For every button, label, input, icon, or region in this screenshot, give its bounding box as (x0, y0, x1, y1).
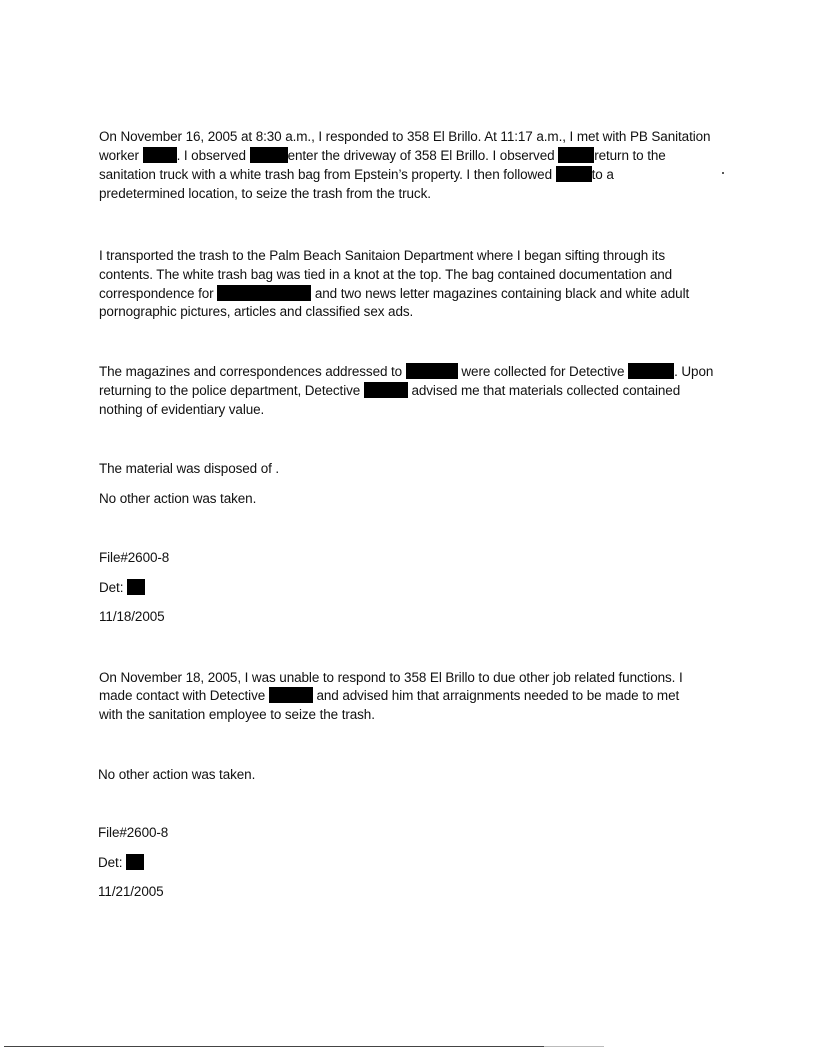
text: The magazines and correspondences addressed to (99, 364, 403, 379)
text: Det: (98, 855, 123, 870)
entry1-para2-line4 (99, 303, 413, 321)
entry2-para1-line1 (99, 669, 683, 687)
entry2-detective (98, 854, 144, 872)
entry1-para1-line4 (99, 185, 431, 203)
text: Det: (99, 580, 124, 595)
text: worker (99, 148, 139, 163)
text: returning to the police department, Detective (99, 383, 361, 398)
stray-mark (722, 172, 724, 174)
redaction-box (127, 579, 145, 595)
text: . Upon (674, 364, 714, 379)
entry1-para1-line2 (99, 147, 666, 165)
text: . I observed (176, 148, 246, 163)
text: I transported the trash to the Palm Beach Sanitaion Department where I began sifting through its (99, 248, 665, 263)
redaction-box (628, 363, 674, 379)
entry2-date (98, 883, 164, 901)
redaction-box (269, 687, 313, 703)
text: File#2600-8 (98, 825, 169, 840)
entry1-para3-line1 (99, 363, 713, 381)
entry1-date (99, 608, 165, 626)
entry1-para1-line1 (99, 128, 710, 146)
text: advised me that materials collected contained (411, 383, 681, 398)
redaction-box (556, 166, 592, 182)
entry1-para3-line2 (99, 382, 680, 400)
entry1-no-action (99, 490, 256, 508)
text: and advised him that arraignments needed to be made to met (316, 688, 680, 703)
entry2-no-action (98, 766, 255, 784)
text: The material was disposed of . (99, 461, 280, 476)
entry1-disposed (99, 460, 279, 478)
text: contents. The white trash bag was tied in a knot at the top. The bag contained documentation and (99, 267, 673, 282)
redaction-box (364, 382, 408, 398)
entry1-detective (99, 579, 145, 597)
text: return to the (594, 148, 666, 163)
redaction-box (143, 147, 177, 163)
text: nothing of evidentiary value. (99, 402, 265, 417)
text: with the sanitation employee to seize the trash. (99, 707, 375, 722)
redaction-box (406, 363, 458, 379)
entry2-file-number (98, 824, 168, 842)
entry1-para2-line1 (99, 247, 665, 265)
text: 11/21/2005 (98, 884, 164, 899)
text: On November 18, 2005, I was unable to respond to 358 El Brillo to due other job related functions. I (99, 670, 683, 685)
redaction-box (217, 285, 311, 301)
text: sanitation truck with a white trash bag from Epstein’s property. I then followed (99, 167, 552, 182)
text: 11/18/2005 (99, 609, 165, 624)
text: No other action was taken. (98, 767, 256, 782)
text: correspondence for (99, 286, 214, 301)
entry1-para3-line3 (99, 401, 264, 419)
bottom-rule (4, 1046, 544, 1047)
text: made contact with Detective (99, 688, 266, 703)
text: On November 16, 2005 at 8:30 a.m., I responded to 358 El Brillo. At 11:17 a.m., I met with PB Sanitation (99, 129, 711, 144)
entry1-para2-line2 (99, 266, 672, 284)
bottom-rule-faint (544, 1046, 604, 1047)
text: to a (591, 167, 614, 182)
redaction-box (558, 147, 594, 163)
text: and two news letter magazines containing black and white adult (314, 286, 690, 301)
text: File#2600-8 (99, 550, 170, 565)
redaction-box (126, 854, 144, 870)
text: predetermined location, to seize the trash from the truck. (99, 186, 431, 201)
entry1-file-number (99, 549, 169, 567)
redaction-box (250, 147, 288, 163)
entry2-para1-line2 (99, 687, 679, 705)
text: No other action was taken. (99, 491, 257, 506)
entry1-para2-line3 (99, 285, 689, 303)
entry2-para1-line3 (99, 706, 375, 724)
text: enter the driveway of 358 El Brillo. I observed (287, 148, 555, 163)
text: pornographic pictures, articles and classified sex ads. (99, 304, 414, 319)
entry1-para1-line3 (99, 166, 614, 184)
text: were collected for Detective (461, 364, 625, 379)
